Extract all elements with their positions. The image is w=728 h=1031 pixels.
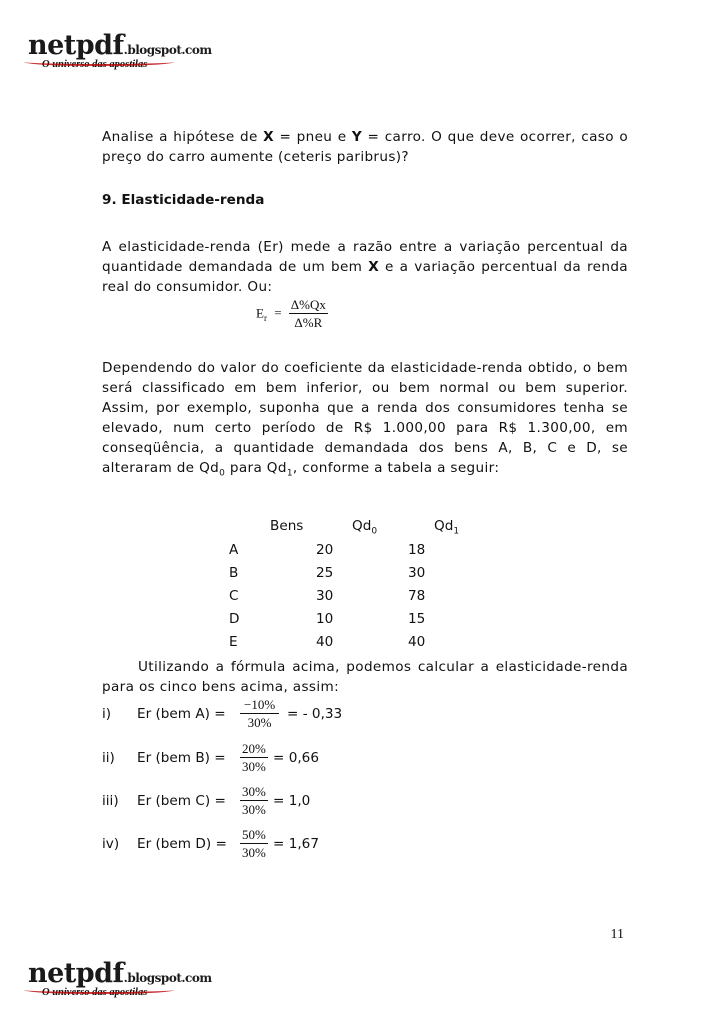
table-cell-bem: A	[229, 542, 239, 558]
calc-result: = 0,66	[273, 750, 319, 766]
table-header-bens: Bens	[270, 518, 304, 534]
table-cell-qd0: 40	[316, 634, 334, 650]
calc-roman: ii)	[102, 750, 115, 766]
table-header-qd1: $Qd_1$	[434, 518, 460, 537]
table-cell-bem: B	[229, 565, 239, 581]
table-cell-bem: E	[229, 634, 238, 650]
table-cell-qd0: 20	[316, 542, 334, 558]
table-cell-qd0: 30	[316, 588, 334, 604]
example-paragraph: Dependendo do valor do coeficiente da elasticidade-renda obtido, o bem será classificado em bem inferior, ou bem normal ou bem superior. Assim, por exemplo, suponha que a renda dos consumidores tenha se elevado, num certo período de R$ 1.000,00 para R$ 1.300,00, em conseqüência, a quantidade demandada dos bens A, B, C e D, se alteraram de $Qd_0$ para $Qd_1$, conforme a tabela a seguir:	[102, 360, 628, 479]
logo-swash	[24, 986, 174, 994]
calc-fraction: $\frac{-10\%}{30\%}$	[240, 697, 279, 732]
table-cell-bem: D	[229, 611, 240, 627]
calc-roman: iv)	[102, 836, 120, 852]
section-title: 9. Elasticidade-renda	[102, 192, 265, 208]
logo-brand: netpdf.blogspot.com	[28, 958, 212, 989]
calc-label: Er (bem C) =	[137, 793, 226, 809]
formula-denominator: Δ%R	[294, 315, 323, 330]
table-cell-qd0: 25	[316, 565, 334, 581]
definition-paragraph: A elasticidade-renda (Er) mede a razão entre a variação percentual da quantidade demandada de um bem X e a variação percentual da renda real do consumidor. Ou:	[102, 239, 628, 295]
table-cell-qd1: 78	[408, 588, 426, 604]
calc-label: Er (bem A) =	[137, 706, 226, 722]
logo-tagline: O universo das apostilas	[42, 59, 148, 70]
footer-logo	[28, 958, 212, 998]
calc-fraction: $\frac{20\%}{30\%}$	[242, 741, 266, 774]
table-cell-qd1: 15	[408, 611, 426, 627]
calc-roman: iii)	[102, 793, 119, 809]
intro-paragraph: Analise a hipótese de X = pneu e Y = carro. O que deve ocorrer, caso o preço do carro aumente (ceteris paribrus)?	[102, 129, 628, 165]
elasticity-formula: $E_r$ = $\frac{\Delta\%Qx}{\Delta\%R}$	[256, 297, 326, 330]
calc-fraction: $\frac{50\%}{30\%}$	[242, 827, 266, 860]
calc-fraction: $\frac{30\%}{30\%}$	[242, 784, 266, 817]
page-number: 11	[610, 927, 624, 942]
logo-tagline: O universo das apostilas	[42, 987, 148, 998]
calc-label: Er (bem D) =	[137, 836, 227, 852]
table-header-qd0: $Qd_0$	[352, 518, 378, 537]
calc-roman: i)	[102, 706, 112, 722]
table-cell-qd1: 40	[408, 634, 426, 650]
header-logo	[28, 30, 212, 70]
calc-result: = 1,67	[273, 836, 319, 852]
table-cell-qd1: 18	[408, 542, 426, 558]
table-cell-qd0: 10	[316, 611, 334, 627]
formula-numerator: Δ%Qx	[290, 297, 326, 312]
calc-result: = 1,0	[273, 793, 311, 809]
calc-intro-paragraph: Utilizando a fórmula acima, podemos calcular a elasticidade-renda para os cinco bens acima, assim:	[102, 659, 628, 695]
logo-brand: netpdf.blogspot.com	[28, 30, 212, 61]
table-cell-qd1: 30	[408, 565, 426, 581]
calc-result: = - 0,33	[287, 706, 343, 722]
table-cell-bem: C	[229, 588, 239, 604]
calc-label: Er (bem B) =	[137, 750, 226, 766]
logo-swash	[24, 58, 174, 66]
